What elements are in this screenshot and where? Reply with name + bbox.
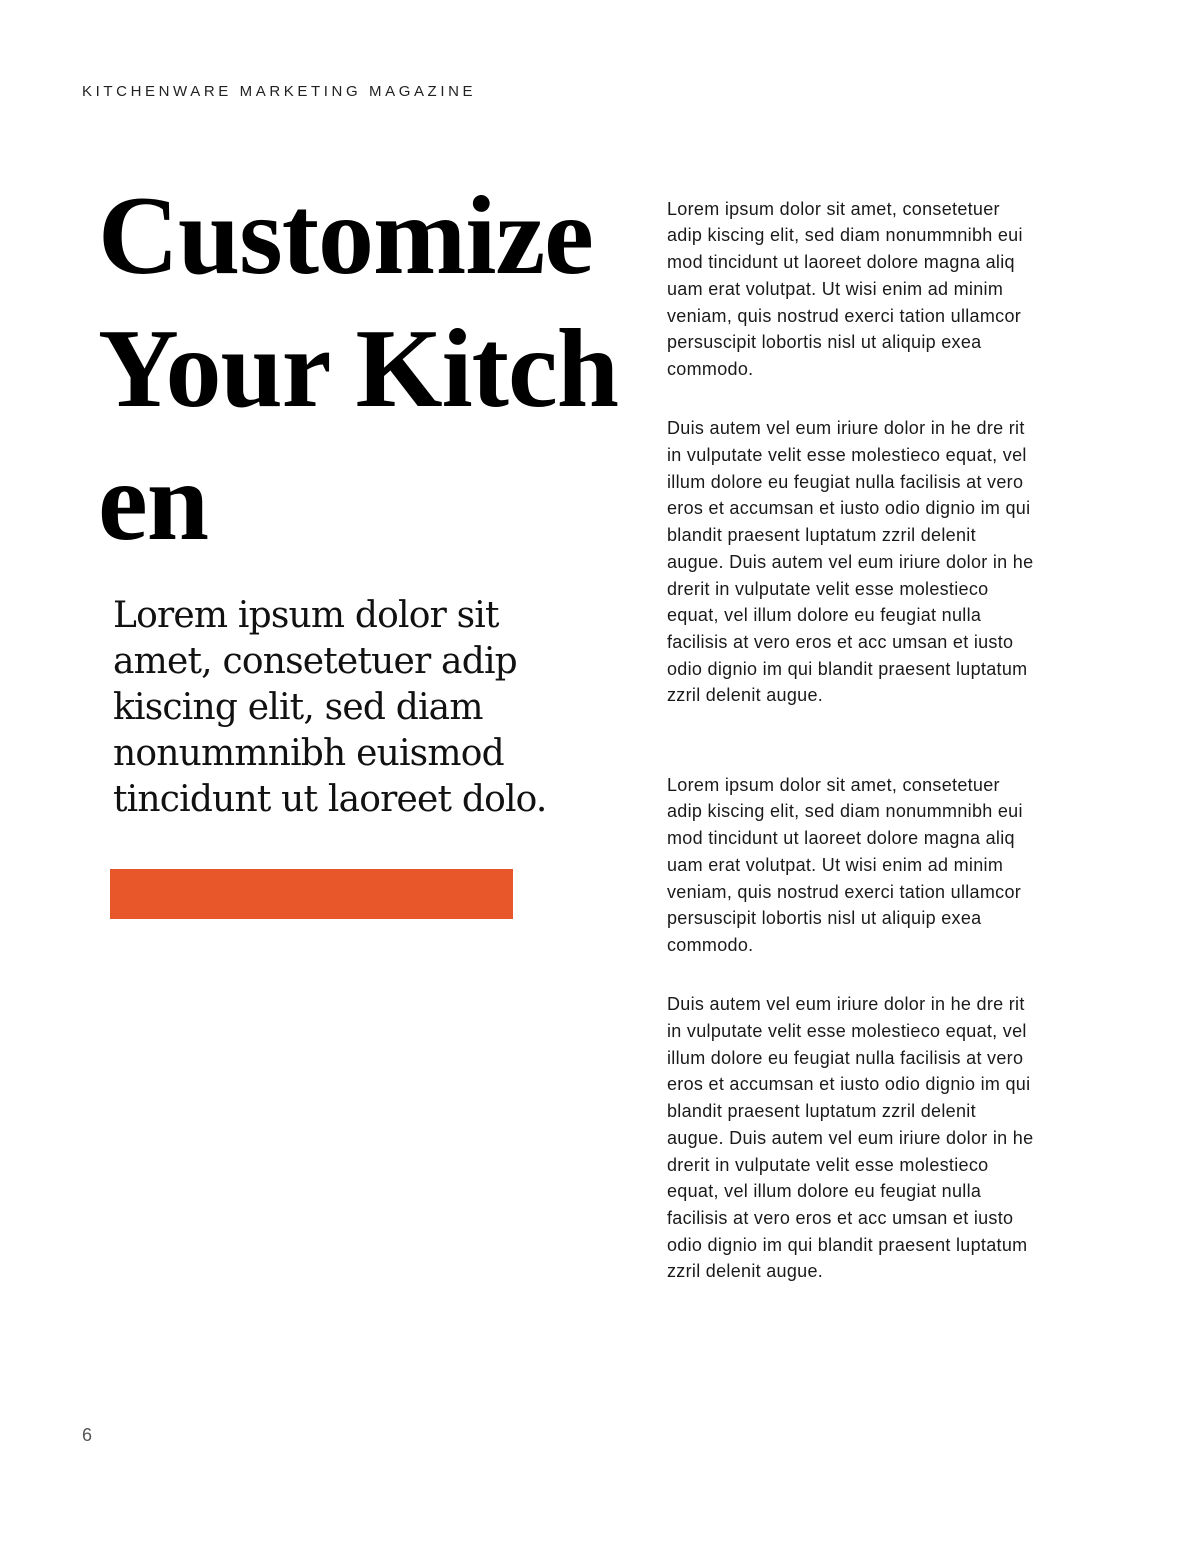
page-title: Customize Your Kitch en	[98, 174, 618, 564]
paragraph: Duis autem vel eum iriure dolor in he dre rit in vulputate velit esse molestieco equat, vel illum dolore eu feugiat nulla facilisis at vero eros et accumsan et iusto odio dignio im qui blandit praesent luptatum zzril delenit augue. Duis autem vel eum iriure dolor in he drerit in vulputate velit esse molestieco equat, vel illum dolore eu feugiat nulla facilisis at vero eros et acc umsan et iusto odio dignio im qui blandit praesent luptatum zzril delenit augue.	[667, 994, 1034, 1282]
subheading: Lorem ipsum dolor sit amet, consetetuer adip kiscing elit, sed diam nonummnibh euismod tincidunt ut laoreet dolo.	[113, 595, 547, 820]
paragraph: Duis autem vel eum iriure dolor in he dre rit in vulputate velit esse molestieco equat, vel illum dolore eu feugiat nulla facilisis at vero eros et accumsan et iusto odio dignio im qui blandit praesent luptatum zzril delenit augue. Duis autem vel eum iriure dolor in he drerit in vulputate velit esse molestieco equat, vel illum dolore eu feugiat nulla facilisis at vero eros et acc umsan et iusto odio dignio im qui blandit praesent luptatum zzril delenit augue.	[667, 418, 1034, 706]
accent-bar	[110, 869, 513, 919]
page-number: 6	[82, 1425, 93, 1445]
magazine-header: KITCHENWARE MARKETING MAGAZINE	[82, 83, 477, 100]
body-column-top	[667, 169, 1127, 742]
paragraph: Lorem ipsum dolor sit amet, consetetuer adip kiscing elit, sed diam nonummnibh eui mod tincidunt ut laoreet dolore magna aliq uam erat volutpat. Ut wisi enim ad minim veniam, quis nostrud exerci tation ullamcor persuscipit lobortis nisl ut aliquip exea commodo.	[667, 774, 1023, 955]
body-column-bottom	[667, 745, 1127, 1318]
paragraph: Lorem ipsum dolor sit amet, consetetuer adip kiscing elit, sed diam nonummnibh eui mod tincidunt ut laoreet dolore magna aliq uam erat volutpat. Ut wisi enim ad minim veniam, quis nostrud exerci tation ullamcor persuscipit lobortis nisl ut aliquip exea commodo.	[667, 198, 1023, 379]
